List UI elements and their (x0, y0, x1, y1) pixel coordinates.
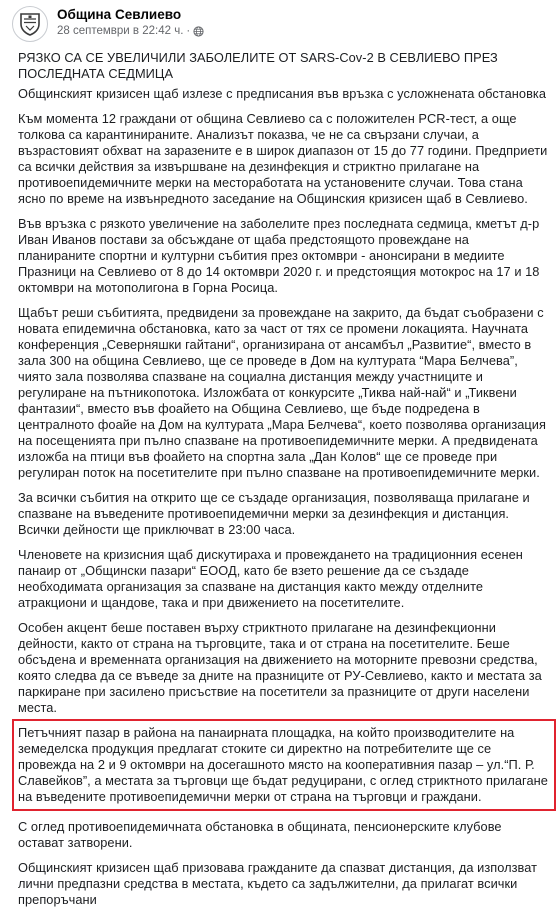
municipality-crest-icon (17, 11, 43, 37)
globe-icon (193, 26, 204, 37)
post-paragraph: Общинският кризисен щаб призовава гражданите да спазват дистанция, да използват лични предпазни средства в местата, където са задължителни, да прилагат всички препоръчани (18, 860, 538, 907)
post-meta (57, 25, 204, 37)
page-avatar[interactable] (12, 6, 48, 42)
post-timestamp[interactable]: 28 септември в 22:42 ч. (57, 25, 184, 37)
post-paragraph: Щабът реши събитията, предвидени за провеждане на закрито, да бъдат съобразени с новата епидемична обстановка, като за част от тях се промени локацията. Научната конференция „Северняшки гайтани“, организирана от ансамбъл „Развитие“, вместо в зала 300 на община Севлиево, ще се проведе в Дом на културата “Мара Белчева”, чиято зала позволява спазване на социална дистанция между участниците и регулиране на пътникопотока. Изложбата от конкурсите „Тиква най-най“ и „Тиквени фантазии“, вместо във фоайето на Община Севлиево, ще бъде подредена в централното фоайе на Дом на културата „Мара Белчева“, което позволява организация на посещенията при пълно спазване на противоепидемичните мерки. А предвидената изложба на птици във фоайето на спортна зала „Дан Колов“ ще се проведе при регулиран поток на посетителите при пълно спазване на противоепидемичните мерки. (18, 305, 546, 480)
post-paragraph: С оглед противоепидемичната обстановка в общината, пенсионерските клубове остават затворени. (18, 819, 502, 850)
post-headline: РЯЗКО СА СЕ УВЕЛИЧИЛИ ЗАБОЛЕЛИТЕ ОТ SARS-Cov-2 В СЕВЛИЕВО ПРЕЗ ПОСЛЕДНАТА СЕДМИЦА (18, 50, 498, 81)
post-paragraph: Към момента 12 граждани от община Севлиево са с положителен PCR-тест, а още толкова са карантинираните. Анализът показва, че не са свързани случаи, а възрастовият обхват на заразените е в широк диапазон от 15 до 77 години. Предприети са всички действия за извършване на дезинфекция и стриктно прилагане на противоепидемичните мерки на месторaботата на установените случаи. Това стана ясно по време на извънредното заседание на Общинския кризисен щаб в Севлиево. (18, 111, 548, 206)
post-body (18, 50, 550, 917)
post-paragraph: Общинският кризисен щаб излезе с предписания във връзка с усложнената обстановка (18, 86, 547, 101)
post-paragraph: За всички събития на открито ще се създаде организация, позволяваща прилагане и спазване на въведените противоепидемични мерки за дезинфекция и дистанция. Всички дейности ще приключват в 23:00 часа. (18, 490, 530, 537)
page-name-link[interactable]: Община Севлиево (57, 7, 182, 22)
post-paragraph: Особен акцент беше поставен върху стриктното прилагане на дезинфекционни дейности, както от страна на търговците, така и от страна на посетителите. Беше обсъдена и временната организация на движението на моторните превозни средства, която следва да се въведе за дните на празниците от РУ-Севлиево, както и местата за паркиране при засилено присъствие на посетители за празниците от други населени места. (18, 620, 542, 715)
meta-separator: · (186, 25, 191, 37)
post-paragraph: Членовете на кризисния щаб дискутираха и провеждането на традиционния есенен панаир от „Общински пазари“ ЕООД, като бе взето решение да се създаде необходимата организация за спазване на дистанция както между отделните атракциони и щандове, така и при движението на посетителите. (18, 547, 523, 610)
post-header (0, 0, 558, 44)
post-paragraph: Във връзка с рязкото увеличение на заболелите през последната седмица, кметът д-р Иван Иванов постави за обсъждане от щаба предстоящото провеждане на планираните спортни и културни събития през октомври - анонсирани в медиите Празници на Севлиево от 8 до 14 октомври 2020 г. и предстоящия мотокрос на 17 и 18 октомври на мотополигона в Горна Росица. (18, 216, 540, 295)
highlighted-paragraph: Петъчният пазар в района на панаирната площадка, на който производителите на земеделска продукция предлагат стоките си директно на потребителите ще се провежда на 2 и 9 октомври на досегашното място на кооперативния пазар – ул.“П. Р. Славейков”, а местата за търговци ще бъдат редуцирани, с оглед стриктното прилагане на въведените противоепидемични мерки от страна на търговци и граждани. (18, 725, 550, 805)
